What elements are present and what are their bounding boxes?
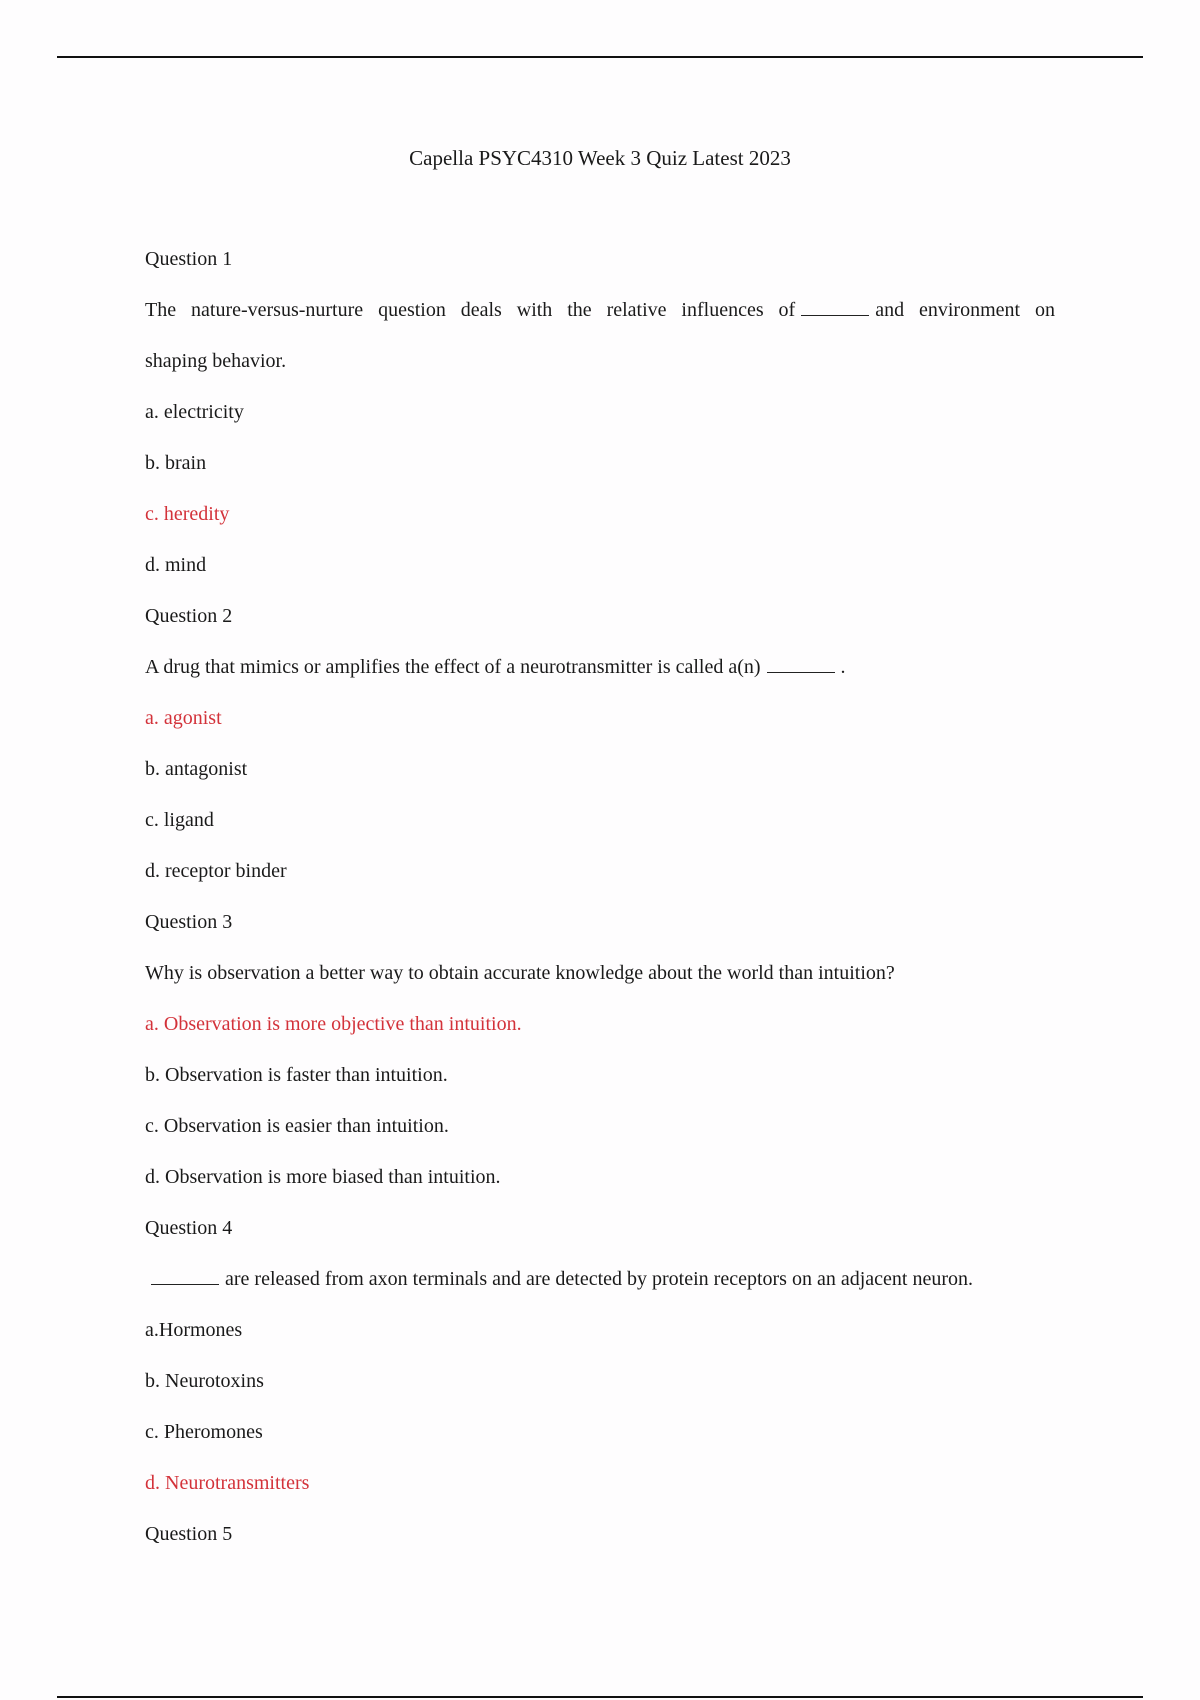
- header-rule: [57, 56, 1143, 58]
- question-stem: [145, 1266, 1055, 1292]
- question-stem: Why is observation a better way to obtain accurate knowledge about the world than intuition?: [145, 962, 895, 984]
- correct-option: a. Observation is more objective than intuition.: [145, 1013, 522, 1035]
- question-stem: [145, 654, 1055, 680]
- question-heading: Question 2: [145, 605, 233, 627]
- correct-option: c. heredity: [145, 503, 230, 525]
- document-title: Capella PSYC4310 Week 3 Quiz Latest 2023: [409, 146, 791, 170]
- option: c. Pheromones: [145, 1421, 263, 1443]
- question-heading: Question 4: [145, 1217, 233, 1239]
- option: b. Neurotoxins: [145, 1370, 264, 1392]
- stem-text: A drug that mimics or amplifies the effect of a neurotransmitter is called a(n): [145, 656, 761, 678]
- footer-rule: [57, 1696, 1143, 1698]
- option: c. ligand: [145, 809, 214, 831]
- stem-text: .: [840, 656, 846, 678]
- option: a.Hormones: [145, 1319, 243, 1341]
- answer-blank: [767, 654, 835, 673]
- answer-blank: [151, 1266, 219, 1285]
- option: c. Observation is easier than intuition.: [145, 1115, 449, 1137]
- correct-option: d. Neurotransmitters: [145, 1472, 310, 1494]
- option: b. brain: [145, 452, 207, 474]
- question-stem-continued: shaping behavior.: [145, 350, 287, 372]
- option: d. Observation is more biased than intuition.: [145, 1166, 501, 1188]
- option: d. receptor binder: [145, 860, 287, 882]
- correct-option: a. agonist: [145, 707, 222, 729]
- stem-text: and environment on: [875, 299, 1055, 321]
- question-stem: [145, 297, 1055, 323]
- stem-text: are released from axon terminals and are detected by protein receptors on an adjacent neuron.: [225, 1268, 973, 1290]
- option: b. Observation is faster than intuition.: [145, 1064, 448, 1086]
- question-heading: Question 1: [145, 248, 233, 270]
- answer-blank: [801, 297, 869, 316]
- option: a. electricity: [145, 401, 244, 423]
- question-heading: Question 3: [145, 911, 233, 933]
- quiz-body: [145, 246, 1055, 1572]
- option: b. antagonist: [145, 758, 248, 780]
- stem-text: The nature-versus-nurture question deals with the relative influences of: [145, 299, 796, 321]
- question-heading: Question 5: [145, 1523, 233, 1545]
- option: d. mind: [145, 554, 207, 576]
